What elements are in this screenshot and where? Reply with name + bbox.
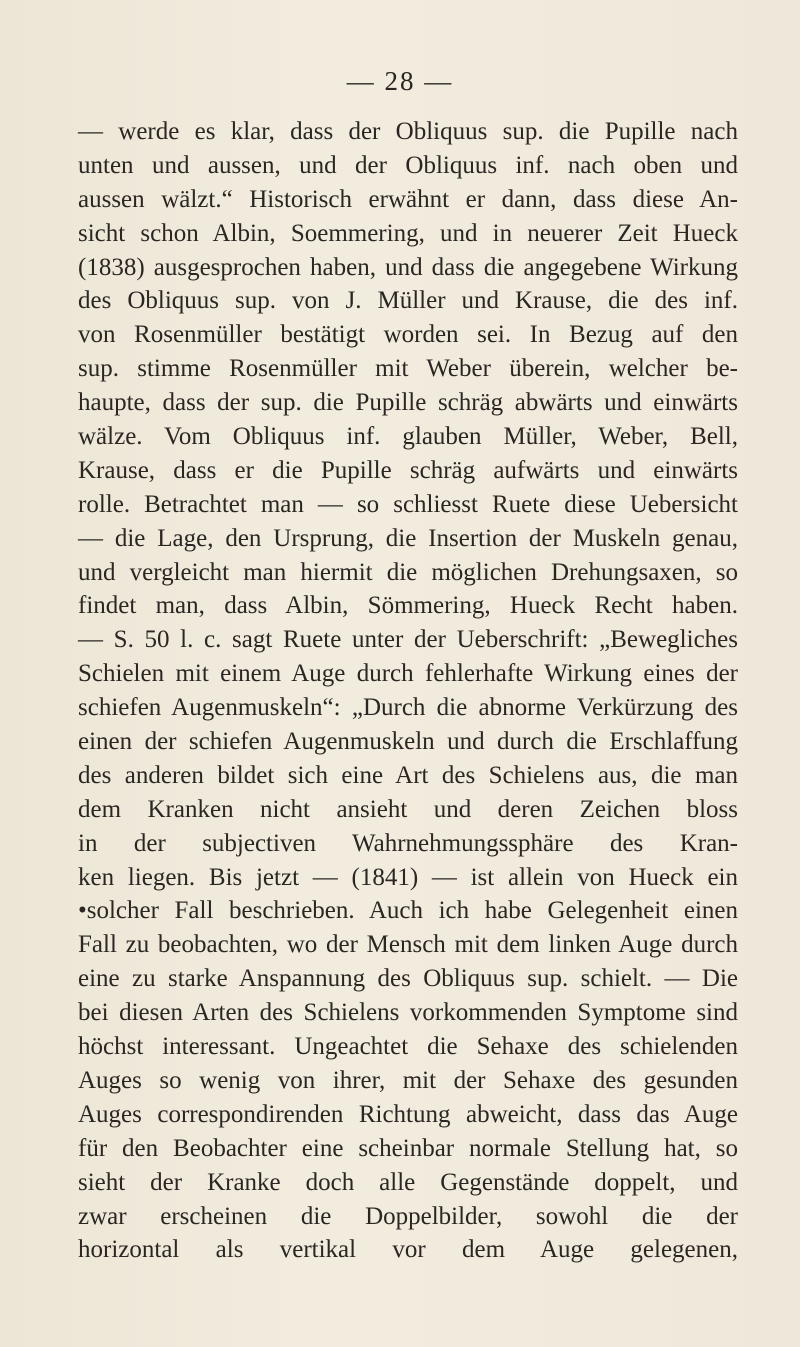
text-line: haupte, dass der sup. die Pupille schräg abwärts und einwärts xyxy=(78,389,738,417)
text-line: sup. stimme Rosenmüller mit Weber überein, welcher be- xyxy=(78,355,738,383)
text-line: dem Kranken nicht ansieht und deren Zeichen bloss xyxy=(78,795,738,823)
text-line: wälze. Vom Obliquus inf. glauben Müller, Weber, Bell, xyxy=(78,423,738,451)
text-line: sieht der Kranke doch alle Gegenstände doppelt, und xyxy=(78,1168,738,1196)
text-line: horizontal als vertikal vor dem Auge gelegenen, xyxy=(78,1236,738,1264)
text-line: Fall zu beobachten, wo der Mensch mit dem linken Auge durch xyxy=(78,931,738,959)
text-line: — werde es klar, dass der Obliquus sup. die Pupille nach xyxy=(78,118,738,145)
text-line: eine zu starke Anspannung des Obliquus sup. schielt. — Die xyxy=(78,965,738,993)
text-line: Auges correspondirenden Richtung abweicht, dass das Auge xyxy=(78,1100,738,1128)
text-line: sicht schon Albin, Soemmering, und in neuerer Zeit Hueck xyxy=(78,219,738,247)
text-line: höchst interessant. Ungeachtet die Sehaxe des schielenden xyxy=(78,1033,738,1061)
page-number: — 28 — xyxy=(346,66,454,96)
body-text xyxy=(78,115,738,1267)
text-line: bei diesen Arten des Schielens vorkommenden Symptome sind xyxy=(78,999,738,1027)
text-line: — die Lage, den Ursprung, die Insertion der Muskeln genau, xyxy=(78,524,738,552)
text-line: Auges so wenig von ihrer, mit der Sehaxe des gesunden xyxy=(78,1066,738,1094)
text-line: ken liegen. Bis jetzt — (1841) — ist allein von Hueck ein xyxy=(78,863,738,891)
text-line: findet man, dass Albin, Sömmering, Hueck Recht haben. xyxy=(78,592,738,620)
text-line: Schielen mit einem Auge durch fehlerhafte Wirkung eines der xyxy=(78,660,738,688)
text-line: •solcher Fall beschrieben. Auch ich habe Gelegenheit einen xyxy=(78,897,738,925)
text-line: von Rosenmüller bestätigt worden sei. In Bezug auf den xyxy=(78,321,738,349)
text-line: aussen wälzt.“ Historisch erwähnt er dann, dass diese An- xyxy=(78,185,738,213)
text-line: des anderen bildet sich eine Art des Schielens aus, die man xyxy=(78,761,738,789)
text-line: einen der schiefen Augenmuskeln und durch die Erschlaffung xyxy=(78,728,738,756)
text-line: für den Beobachter eine scheinbar normale Stellung hat, so xyxy=(78,1134,738,1162)
text-line: unten und aussen, und der Obliquus inf. nach oben und xyxy=(78,151,738,179)
text-line: in der subjectiven Wahrnehmungssphäre des Kran- xyxy=(78,829,738,857)
text-line: zwar erscheinen die Doppelbilder, sowohl die der xyxy=(78,1202,738,1230)
text-line: — S. 50 l. c. sagt Ruete unter der Ueberschrift: „Bewegliches xyxy=(78,626,738,654)
text-line: des Obliquus sup. von J. Müller und Krause, die des inf. xyxy=(78,287,738,315)
text-line: Krause, dass er die Pupille schräg aufwärts und einwärts xyxy=(78,456,738,484)
text-line: (1838) ausgesprochen haben, und dass die angegebene Wirkung xyxy=(78,253,738,281)
text-line: rolle. Betrachtet man — so schliesst Ruete diese Uebersicht xyxy=(78,490,738,518)
text-line: schiefen Augenmuskeln“: „Durch die abnorme Verkürzung des xyxy=(78,694,738,722)
text-line: und vergleicht man hiermit die möglichen Drehungsaxen, so xyxy=(78,558,738,586)
